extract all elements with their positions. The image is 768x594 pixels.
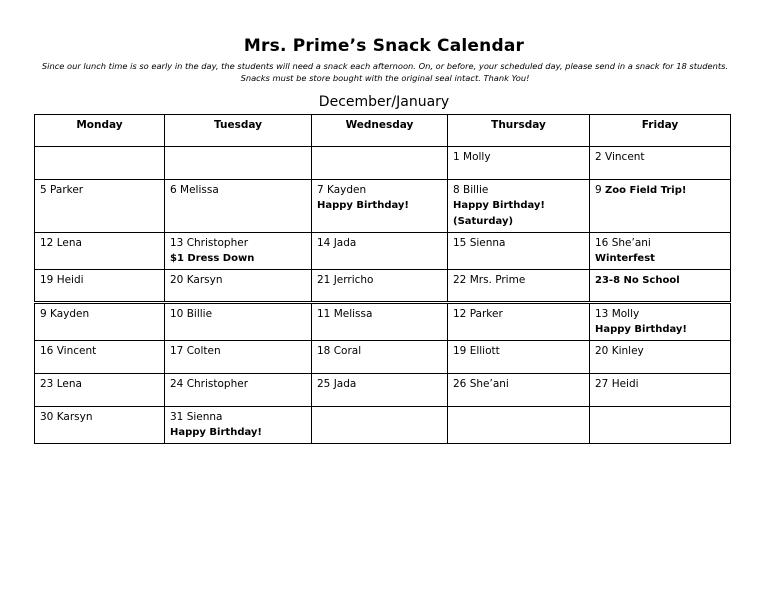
day-entry: 22 Mrs. Prime: [453, 274, 526, 286]
day-cell: [312, 341, 448, 374]
day-cell: [35, 233, 165, 270]
day-entry: 13 Molly: [595, 308, 640, 320]
day-entry: 6 Melissa: [170, 184, 219, 196]
day-cell: [590, 233, 731, 270]
day-cell: [165, 233, 312, 270]
day-entry: 12 Parker: [453, 308, 503, 320]
day-header-wednesday: Wednesday: [312, 115, 448, 147]
instructions-line-1: Since our lunch time is so early in the day, the students will need a snack each afternoon. On, or before, your scheduled day, please send in a snack for 18 students.: [41, 61, 729, 71]
birthday-note: Happy Birthday!: [595, 324, 687, 335]
instructions-line-2: Snacks must be store bought with the original seal intact. Thank You!: [240, 73, 530, 83]
day-entry: 8 Billie: [453, 184, 489, 196]
day-entry: 10 Billie: [170, 308, 213, 320]
day-entry: 26 She’ani: [453, 378, 509, 390]
day-entry: 21 Jerricho: [317, 274, 374, 286]
day-cell: [35, 407, 165, 444]
week-row: [35, 303, 731, 341]
day-cell: [35, 341, 165, 374]
day-cell: [165, 407, 312, 444]
day-cell: [35, 303, 165, 341]
day-entry: 7 Kayden: [317, 184, 367, 196]
day-cell: [165, 180, 312, 233]
day-cell: [35, 180, 165, 233]
day-cell: [165, 303, 312, 341]
day-cell: [312, 374, 448, 407]
day-entry: 19 Heidi: [40, 274, 84, 286]
day-cell: [448, 341, 590, 374]
day-entry: 2 Vincent: [595, 151, 645, 163]
day-cell: [448, 407, 590, 444]
week-row: [35, 341, 731, 374]
day-entry: 31 Sienna: [170, 411, 223, 423]
day-cell: [312, 233, 448, 270]
day-entry: 5 Parker: [40, 184, 84, 196]
week-row: [35, 233, 731, 270]
day-entry: 11 Melissa: [317, 308, 373, 320]
day-cell: [35, 270, 165, 303]
day-cell: [165, 374, 312, 407]
page-title: Mrs. Prime’s Snack Calendar: [243, 36, 525, 56]
day-entry: 9: [595, 184, 602, 196]
day-cell: [448, 374, 590, 407]
day-cell: [590, 147, 731, 180]
day-entry: 12 Lena: [40, 237, 82, 249]
event-note: $1 Dress Down: [170, 253, 255, 264]
week-row: [35, 270, 731, 303]
day-entry: 14 Jada: [317, 237, 357, 249]
day-cell: [590, 374, 731, 407]
day-cell: [448, 303, 590, 341]
day-entry: 27 Heidi: [595, 378, 639, 390]
day-entry: 15 Sienna: [453, 237, 506, 249]
day-cell: [312, 180, 448, 233]
day-cell: [448, 270, 590, 303]
day-cell: [590, 407, 731, 444]
day-entry: 30 Karsyn: [40, 411, 93, 423]
week-row: [35, 147, 731, 180]
birthday-note: Happy Birthday!: [170, 427, 262, 438]
week-row: [35, 180, 731, 233]
birthday-day-note: (Saturday): [453, 216, 514, 227]
event-note: Winterfest: [595, 253, 655, 264]
day-cell: [590, 270, 731, 303]
week-row: [35, 407, 731, 444]
day-cell: [165, 341, 312, 374]
day-header-monday: Monday: [35, 115, 165, 147]
birthday-note: Happy Birthday!: [317, 200, 409, 211]
day-entry: 25 Jada: [317, 378, 357, 390]
day-entry: 18 Coral: [317, 345, 362, 357]
day-cell: [448, 180, 590, 233]
day-entry: 1 Molly: [453, 151, 491, 163]
day-entry: 20 Karsyn: [170, 274, 223, 286]
day-entry: 17 Colten: [170, 345, 221, 357]
day-cell: [35, 147, 165, 180]
day-entry: 24 Christopher: [170, 378, 249, 390]
event-note: Zoo Field Trip!: [605, 185, 687, 196]
event-note: 23-8 No School: [595, 275, 680, 286]
day-cell: [312, 407, 448, 444]
day-entry: 23 Lena: [40, 378, 82, 390]
day-cell: [590, 303, 731, 341]
day-entry: 20 Kinley: [595, 345, 644, 357]
day-cell: [165, 270, 312, 303]
instructions: [40, 60, 730, 84]
birthday-note: Happy Birthday!: [453, 200, 545, 211]
day-header-row: [35, 115, 731, 147]
day-cell: [312, 270, 448, 303]
day-header-thursday: Thursday: [448, 115, 590, 147]
day-cell: [448, 147, 590, 180]
day-cell: [165, 147, 312, 180]
day-cell: [590, 180, 731, 233]
day-entry: 9 Kayden: [40, 308, 90, 320]
calendar-period: December/January: [318, 94, 450, 110]
day-header-friday: Friday: [590, 115, 731, 147]
day-entry: 16 Vincent: [40, 345, 97, 357]
week-row: [35, 374, 731, 407]
day-entry: 13 Christopher: [170, 237, 249, 249]
day-cell: [312, 147, 448, 180]
day-cell: [590, 341, 731, 374]
day-cell: [448, 233, 590, 270]
day-cell: [312, 303, 448, 341]
day-header-tuesday: Tuesday: [165, 115, 312, 147]
day-cell: [35, 374, 165, 407]
snack-calendar-table: [34, 114, 731, 444]
day-entry: 16 She’ani: [595, 237, 651, 249]
day-entry: 19 Elliott: [453, 345, 500, 357]
